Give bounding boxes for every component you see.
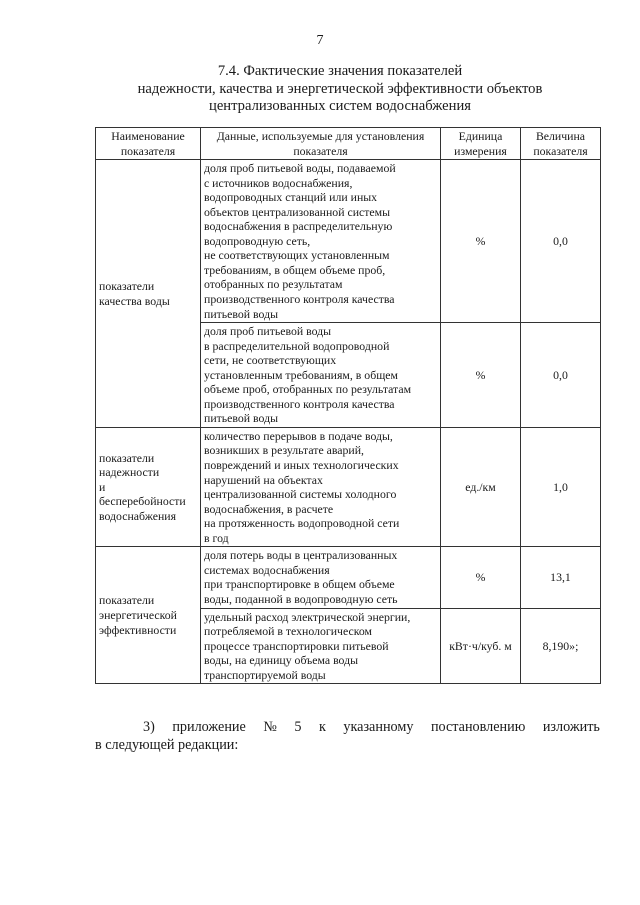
header-value: Величина показателя xyxy=(521,128,601,160)
unit-cell: кВт·ч/куб. м xyxy=(441,608,521,684)
paragraph-second-line: в следующей редакции: xyxy=(95,737,239,753)
indicator-data-cell: количество перерывов в подаче воды, возникших в результате аварий, повреждений и иных технологических нарушений на объектах централизованной системы холодного водоснабжения, в расчете на протяженность водопроводной сети в год xyxy=(201,427,441,546)
indicator-group-reliability: показатели надежности и бесперебойности водоснабжения xyxy=(96,427,201,546)
header-indicator-name: Наименование показателя xyxy=(96,128,201,160)
paragraph-word: изложить xyxy=(542,719,600,735)
amendment-paragraph xyxy=(95,718,600,754)
table-header-row xyxy=(96,128,601,160)
paragraph-word: приложение xyxy=(172,719,246,735)
value-cell: 0,0 xyxy=(521,160,601,323)
paragraph-word: 5 xyxy=(294,719,302,735)
unit-cell: ед./км xyxy=(441,427,521,546)
indicator-data-cell: доля проб питьевой воды в распределительной водопроводной сети, не соответствующих установленным требованиям, в общем объеме проб, отобранных по результатам производственного контроля качества питьевой воды xyxy=(201,323,441,428)
paragraph-word: указанному xyxy=(343,719,414,735)
title-line: централизованных систем водоснабжения xyxy=(209,98,471,114)
paragraph-word: постановлению xyxy=(430,719,526,735)
table-row xyxy=(96,427,601,546)
value-cell: 1,0 xyxy=(521,427,601,546)
header-data-used: Данные, используемые для установления показателя xyxy=(201,128,441,160)
indicator-data-cell: удельный расход электрической энергии, потребляемой в технологическом процессе транспортировки питьевой воды, на единицу объема воды транспортируемой воды xyxy=(201,608,441,684)
page-number: 7 xyxy=(316,33,324,48)
title-line: 7.4. Фактические значения показателей xyxy=(217,63,463,79)
header-unit: Единица измерения xyxy=(441,128,521,160)
paragraph-word: № xyxy=(263,719,277,735)
indicators-table xyxy=(95,127,601,684)
table-row xyxy=(96,160,601,323)
indicator-data-cell: доля проб питьевой воды, подаваемой с источников водоснабжения, водопроводных станций или иных объектов централизованной системы водоснабжения в распределительную водопроводную сеть, не соответствующих установленным требованиям, в общем объеме проб, отобранных по результатам производственного контроля качества питьевой воды xyxy=(201,160,441,323)
unit-cell: % xyxy=(441,323,521,428)
section-title xyxy=(90,63,590,116)
indicator-group-quality: показатели качества воды xyxy=(96,160,201,428)
paragraph-first-line xyxy=(95,718,600,736)
unit-cell: % xyxy=(441,547,521,608)
value-cell: 0,0 xyxy=(521,323,601,428)
table-row xyxy=(96,547,601,608)
paragraph-word: к xyxy=(318,719,326,735)
value-cell: 13,1 xyxy=(521,547,601,608)
indicator-group-energy: показатели энергетической эффективности xyxy=(96,547,201,684)
indicator-data-cell: доля потерь воды в централизованных системах водоснабжения при транспортировке в общем объеме воды, поданной в водопроводную сеть xyxy=(201,547,441,608)
paragraph-word: 3) xyxy=(143,719,155,735)
title-line: надежности, качества и энергетической эффективности объектов xyxy=(137,80,543,97)
unit-cell: % xyxy=(441,160,521,323)
value-cell: 8,190»; xyxy=(521,608,601,684)
